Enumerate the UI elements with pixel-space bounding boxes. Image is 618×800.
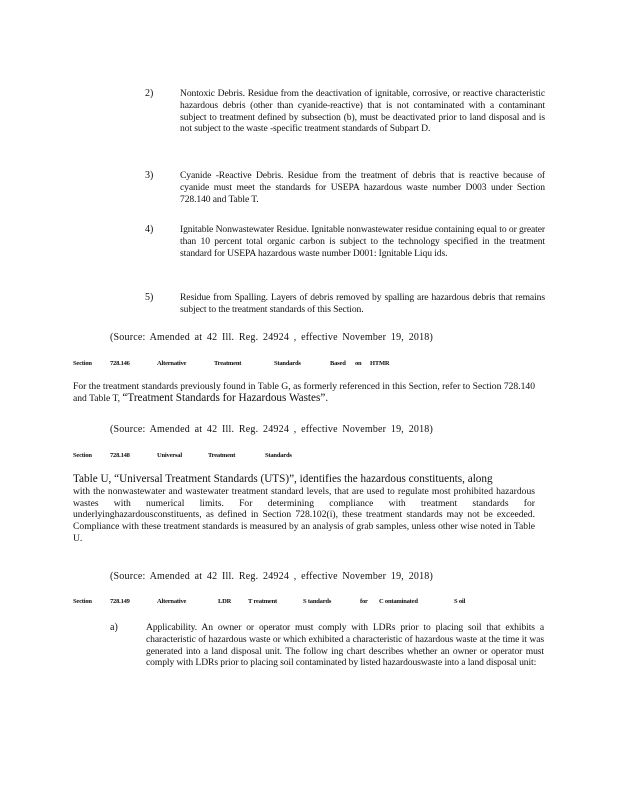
section-148-text: with the nonwastewater and wastewater treatment standard levels, that are used to regulate most prohibited hazardous wastes with numerical limits. For determining compliance with treatment standards for underlyinghazardousconstituents, as defined in Section 728.102(i), these treatment standards may not be exceeded. Compliance with these treatment standards is measured by an analysis of grab samples, unless other wise noted in Table U. <box>73 485 535 544</box>
section-148-body <box>73 474 535 545</box>
source-note: (Source: Amended at 42 Ill. Reg. 24924 , effective November 19, 2018) <box>110 332 434 343</box>
item-text: Nontoxic Debris. Residue from the deactivation of ignitable, corrosive, or reactive characteristic hazardous debris (other than cyanide-reactive) that is not contaminated with a contaminant subject to treatment defined by subsection (b), must be deactivated prior to land disposal and is not subject to the waste -specific treatment standards of Subpart D. <box>180 88 545 135</box>
item-text: Residue from Spalling. Layers of debris removed by spalling are hazardous debris that remains subject to the treatment standards of this Section. <box>180 292 545 315</box>
item-text: Ignitable Nonwastewater Residue. Ignitable nonwastewater residue containing equal to or greater than 10 percent total organic carbon is subject to the technology specified in the treatment standard for USEPA hazardous waste number D001: Ignitable Liqu ids. <box>180 224 545 259</box>
section-148-lead: Table U, “Universal Treatment Standards (UTS)”, identifies the hazardous constituents, along <box>73 473 493 485</box>
item-number: 3) <box>145 170 154 181</box>
section-heading-149: Section 728.149 Alternative LDR T reatment S tandards for C ontaminated S oil <box>73 598 466 605</box>
item-text: Cyanide -Reactive Debris. Residue from the treatment of debris that is reactive because of cyanide must meet the standards for USEPA hazardous waste number D003 under Section 728.140 and Table T. <box>180 170 545 205</box>
item-number: a) <box>110 622 118 633</box>
source-note: (Source: Amended at 42 Ill. Reg. 24924 , effective November 19, 2018) <box>110 424 434 435</box>
item-number: 4) <box>145 224 154 235</box>
section-heading-148: Section 728.148 Universal Treatment Standards <box>73 452 292 459</box>
source-note: (Source: Amended at 42 Ill. Reg. 24924 , effective November 19, 2018) <box>110 571 434 582</box>
section-146-body: For the treatment standards previously found in Table G, as formerly referenced in this Section, refer to Section 728.140 and Table T, “Treatment Standards for Hazardous Wastes”. <box>73 381 535 404</box>
item-number: 2) <box>145 88 154 99</box>
item-number: 5) <box>145 292 154 303</box>
item-text: Applicability. An owner or operator must comply with LDRs prior to placing soil that exhibits a characteristic of hazardous waste or which exhibited a characteristic of hazardous waste at the time it was generated into a land disposal unit. The follow ing chart describes whether an owner or operator must comply with LDRs prior to placing soil contaminated by listed hazardouswaste into a land disposal unit: <box>146 622 544 669</box>
section-heading-146: Section 728.146 Alternative Treatment Standards Based on HTMR <box>73 360 390 367</box>
